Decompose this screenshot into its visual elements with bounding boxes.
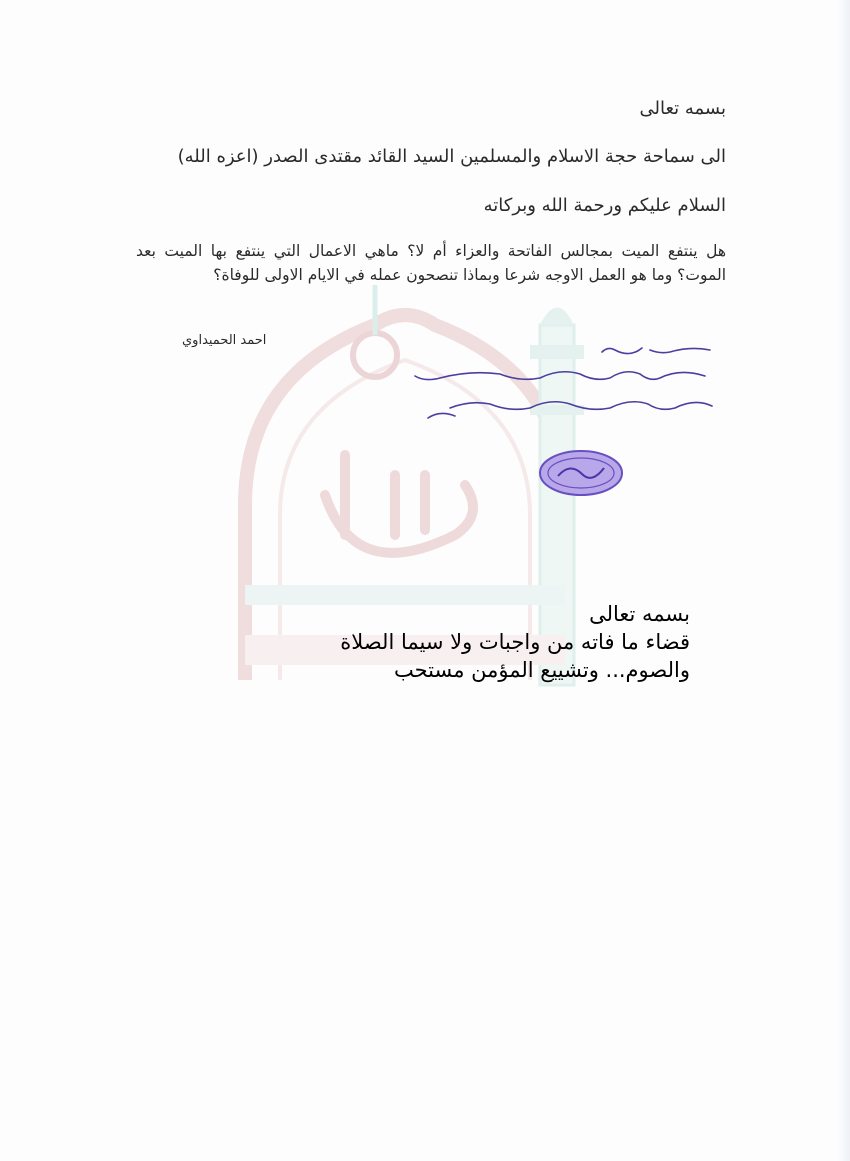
letter-opening: بسمه تعالى xyxy=(639,98,726,119)
letter-greeting: السلام عليكم ورحمة الله وبركاته xyxy=(483,195,726,216)
typed-answer-line-3: والصوم... وتشييع المؤمن مستحب xyxy=(393,658,690,682)
handwritten-reply xyxy=(410,338,720,428)
letter-question: هل ينتفع الميت بمجالس الفاتحة والعزاء أم لا؟ ماهي الاعمال التي ينتفع بها الميت بعد الموت؟ وما هو العمل الاوجه شرعا وبماذا تنصحون عمله في الايام الاولى للوفاة؟ xyxy=(136,242,726,284)
typed-answer-line-2: قضاء ما فاته من واجبات ولا سيما الصلاة xyxy=(340,630,690,654)
typed-answer xyxy=(340,600,690,684)
typed-answer-line-1: بسمه تعالى xyxy=(589,602,690,626)
letter-addressee: الى سماحة حجة الاسلام والمسلمين السيد القائد مقتدى الصدر (اعزه الله) xyxy=(177,146,726,167)
letter-signer: احمد الحميداوي xyxy=(182,333,267,348)
scan-edge xyxy=(838,0,850,1161)
seal-stamp xyxy=(538,448,624,498)
